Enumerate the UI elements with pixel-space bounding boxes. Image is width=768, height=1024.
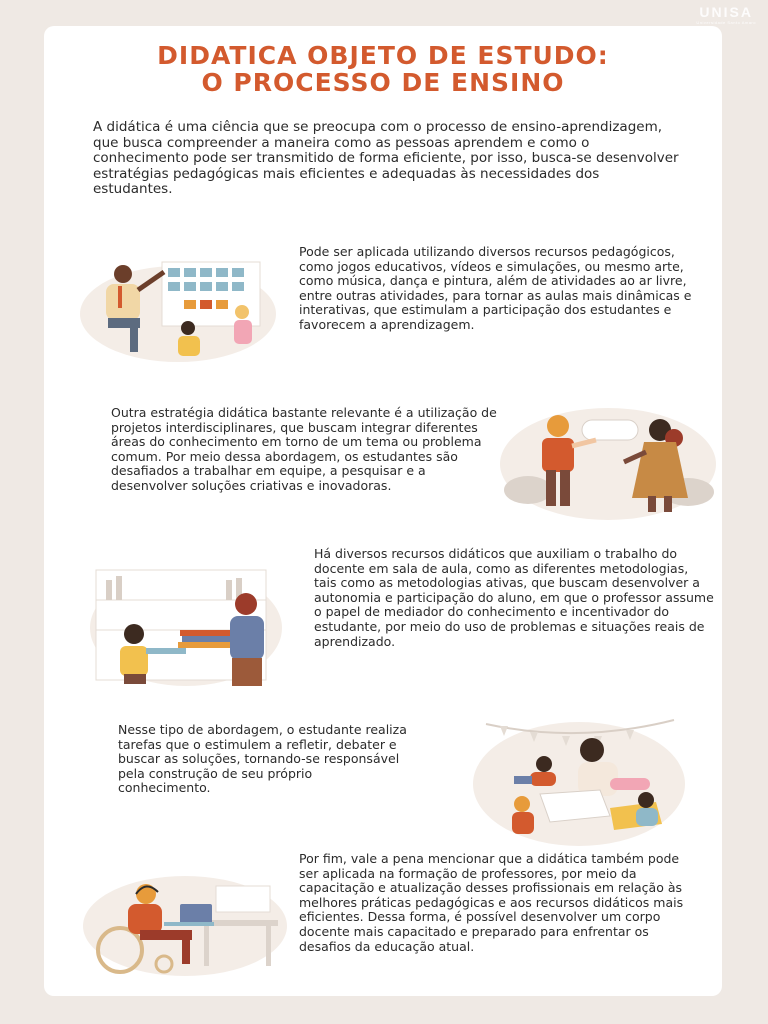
section-4-paragraph: Nesse tipo de abordagem, o estudante realiza tarefas que o estimulem a refletir, debater e buscar as soluções, tornando-se responsável pela construção de seu próprio conhecimento. bbox=[118, 722, 407, 796]
section-3-paragraph: Há diversos recursos didáticos que auxiliam o trabalho do docente em sala de aula, como as diferentes metodologias, tais como as metodologias ativas, que buscam desenvolver a autonomia e participação do aluno, em que o professor assume o papel de mediador do conhecimento e incentivador do estudante, por meio do uso de problemas e situações reais de aprendizado. bbox=[314, 546, 714, 649]
section-5-paragraph: Por fim, vale a pena mencionar que a didática também pode ser aplicada na formação de professores, por meio da capacitação e atualização desses profissionais em relação às melhores práticas pedagógicas e aos recursos didáticos mais eficientes. Dessa forma, é possível desenvolver um corpo docente mais capacitado e preparado para enfrentar os desafios da educação atual. bbox=[299, 851, 684, 954]
teacher-with-alphabet-board-illustration bbox=[78, 252, 278, 364]
section-1-paragraph: Pode ser aplicada utilizando diversos recursos pedagógicos, como jogos educativos, vídeos e simulações, ou mesmo arte, como música, dança e pintura, além de atividades ao ar livre, entre outras atividades, para tornar as aulas mais dinâmicas e interativas, que estimulam a participação dos estudantes e favorecem a aprendizagem. bbox=[299, 244, 692, 332]
title-line-1: DIDATICA OBJETO DE ESTUDO: bbox=[157, 41, 609, 70]
section-2-paragraph: Outra estratégia didática bastante relevante é a utilização de projetos interdisciplinares, que buscam integrar diferentes áreas do conhecimento em torno de um tema ou problema comum. Por meio dessa abordagem, os estudantes são desafiados a trabalhar em equipe, a pesquisar e a desenvolver soluções criativas e inovadoras. bbox=[111, 405, 497, 493]
logo-tagline: Universidade Santo Amaro bbox=[696, 20, 756, 25]
page-title bbox=[44, 42, 722, 96]
infographic-card bbox=[44, 26, 722, 996]
wheelchair-student-laptop-illustration bbox=[80, 872, 290, 978]
logo-name: UNISA bbox=[699, 4, 753, 20]
title-line-2: O PROCESSO DE ENSINO bbox=[201, 68, 565, 97]
unisa-logo bbox=[696, 4, 756, 25]
children-drawing-group-illustration bbox=[470, 712, 688, 848]
intro-paragraph: A didática é uma ciência que se preocupa com o processo de ensino-aprendizagem, que busca compreender a maneira como as pessoas aprendem e como o conhecimento pode ser transmitido de forma eficiente, por isso, busca-se desenvolver estratégias pedagógicas mais eficientes e adequadas às necessidades dos estudantes. bbox=[93, 119, 679, 197]
teacher-and-student-books-illustration bbox=[86, 560, 286, 690]
children-talking-illustration bbox=[498, 400, 718, 522]
